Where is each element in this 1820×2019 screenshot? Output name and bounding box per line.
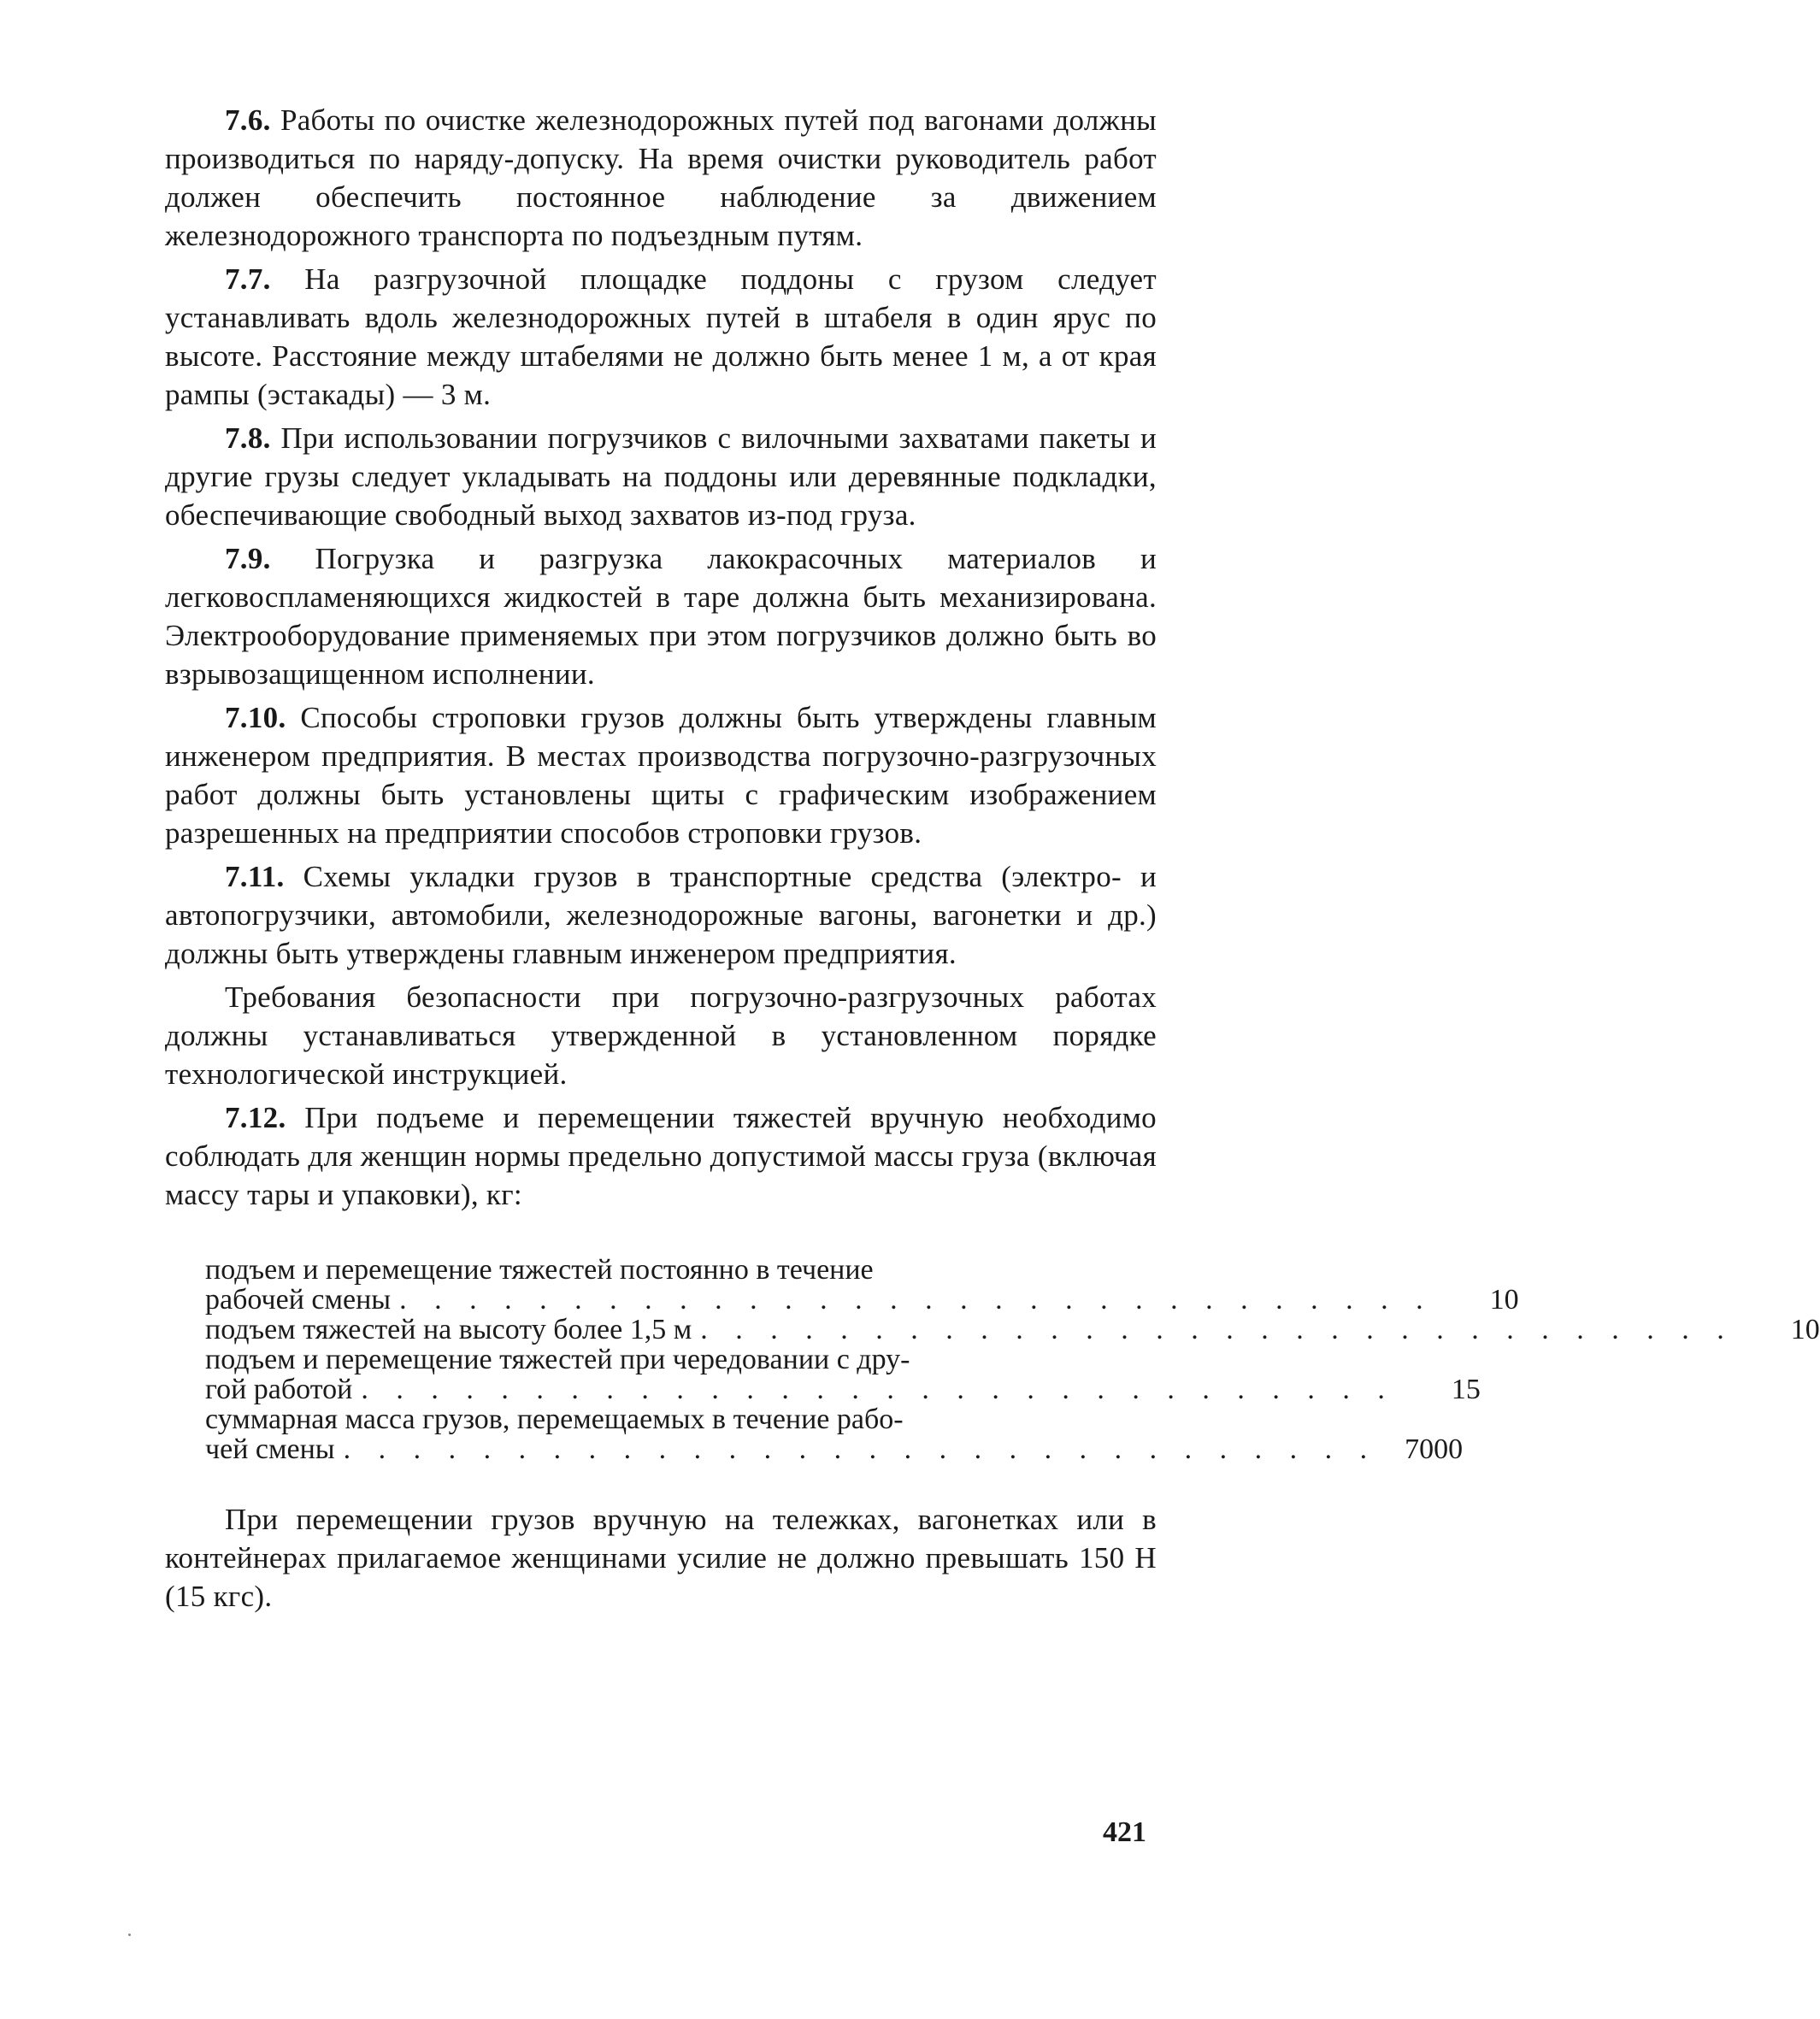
paragraph-number: 7.6. [225,103,271,137]
paragraph-text: Способы строповки грузов должны быть утверждены главным инженером предприятия. В местах производства погрузочно-разгрузочных работ должны быть установлены щиты с графическим изображением разрешенных на предприятии способов строповки грузов. [165,701,1157,850]
paragraph-text: При использовании погрузчиков с вилочными захватами пакеты и другие грузы следует укладывать на поддоны или деревянные подкладки, обеспечивающие свободный выход захватов из-под груза. [165,421,1157,532]
scan-speck [128,1934,131,1936]
norm-label-lead: суммарная масса грузов, перемещаемых в течение рабо- [205,1404,904,1435]
norm-value: 15 [1451,1374,1481,1405]
norm-value: 7000 [1405,1433,1464,1465]
paragraph-7-12 [165,1098,1157,1214]
page-number: 421 [1103,1816,1146,1848]
norm-label-lead: подъем и перемещение тяжестей постоянно в течение [205,1254,874,1286]
paragraph-7-6 [165,101,1157,255]
norm-value: 10 [1489,1284,1519,1316]
weight-norms-list [205,1254,1820,1465]
leader-dots: . . . . . . . . . . . . . . . . . . . . . . . . . . . . . . [343,1433,1378,1465]
paragraph-number: 7.9. [225,542,271,575]
paragraph-text: Схемы укладки грузов в транспортные средства (электро- и автопогрузчики, автомобили, железнодорожные вагоны, вагонетки и др.) должны быть утверждены главным инженером предприятия. [165,860,1157,970]
leader-dots: . . . . . . . . . . . . . . . . . . . . . . . . . . . . . . [700,1314,1735,1345]
paragraph-number: 7.11. [225,860,285,893]
paragraph-7-7 [165,260,1157,414]
paragraph-text: Требования безопасности при погрузочно-разгрузочных работах должны устанавливаться утвержденной в установленном порядке технологической инструкцией. [165,980,1157,1091]
norm-label: подъем тяжестей на высоту более 1,5 м [205,1314,692,1345]
norm-row [205,1344,1481,1405]
paragraph-number: 7.10. [225,701,286,734]
closing-paragraph-wrap [165,1500,1157,1621]
paragraph-text: На разгрузочной площадке поддоны с грузом следует устанавливать вдоль железнодорожных путей в штабеля в один ярус по высоте. Расстояние между штабелями не должно быть менее 1 м, а от края рампы (эстакады) — 3 м. [165,262,1157,411]
norm-row [205,1254,1519,1316]
paragraph-7-8 [165,419,1157,534]
paragraph-7-10 [165,698,1157,852]
norm-label: гой работой [205,1374,353,1405]
paragraph-number: 7.7. [225,262,271,296]
paragraph-7-11 [165,857,1157,973]
paragraph-7-9 [165,539,1157,693]
paragraph-number: 7.12. [225,1101,286,1134]
norm-row [205,1404,1464,1465]
paragraph-number: 7.8. [225,421,271,455]
leader-dots: . . . . . . . . . . . . . . . . . . . . . . . . . . . . . . [399,1284,1434,1316]
norm-label: чей смены [205,1433,335,1465]
paragraph-text: При подъеме и перемещении тяжестей вручную необходимо соблюдать для женщин нормы предельно допустимой массы груза (включая массу тары и упаковки), кг: [165,1101,1157,1211]
norm-value: 10 [1790,1314,1820,1345]
leader-dots: . . . . . . . . . . . . . . . . . . . . . . . . . . . . . . [361,1374,1395,1405]
paragraph-text: Погрузка и разгрузка лакокрасочных материалов и легковоспламеняющихся жидкостей в таре должна быть механизирована. Электрооборудование применяемых при этом погрузчиков должно быть во взрывозащищенном исполнении. [165,542,1157,691]
norm-label: рабочей смены [205,1284,392,1316]
closing-paragraph: При перемещении грузов вручную на тележках, вагонетках или в контейнерах прилагаемое женщинами усилие не должно превышать 150 Н (15 кгс). [165,1503,1157,1613]
paragraph-safety-requirements [165,978,1157,1093]
norm-label-lead: подъем и перемещение тяжестей при чередовании с дру- [205,1344,910,1375]
main-text [165,101,1157,1219]
norm-row [205,1314,1820,1345]
paragraph-text: Работы по очистке железнодорожных путей под вагонами должны производиться по наряду-допуску. На время очистки руководитель работ должен обеспечить постоянное наблюдение за движением железнодорожного транспорта по подъездным путям. [165,103,1157,252]
